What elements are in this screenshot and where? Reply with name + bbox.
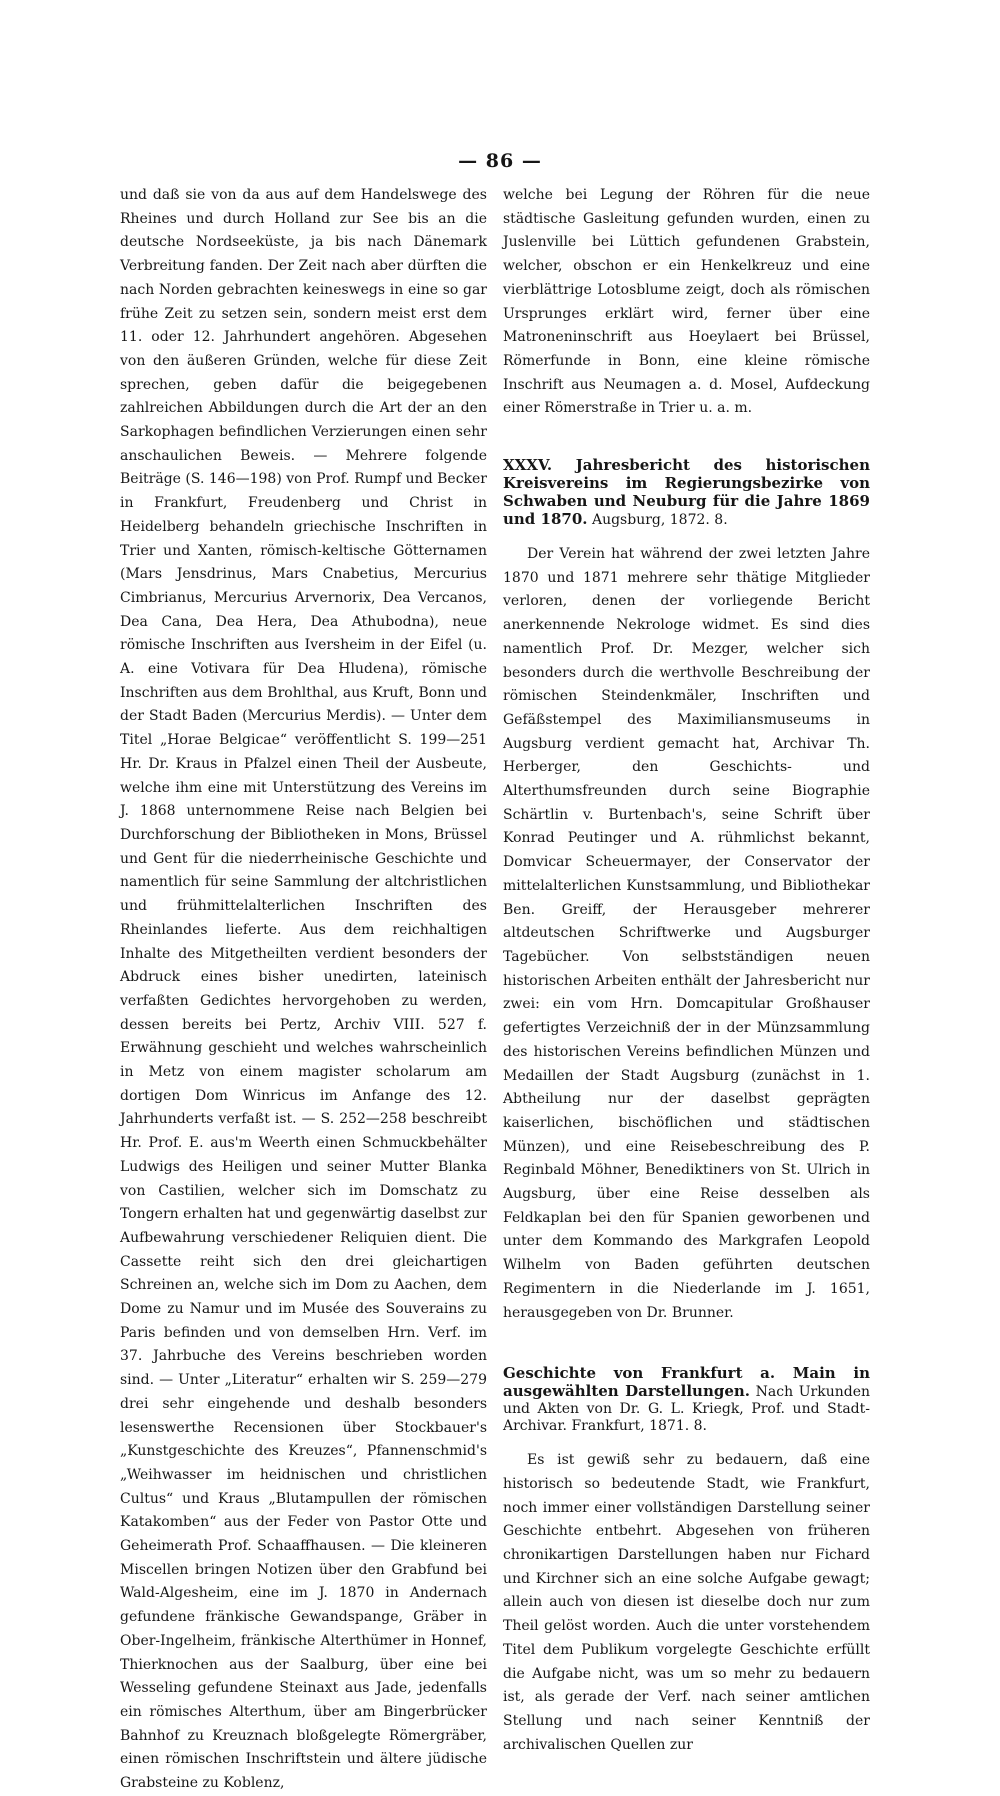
review-heading — [503, 1365, 870, 1435]
right-column-continuation: welche bei Legung der Röhren für die neue städtische Gasleitung gefunden wurden, einen zu Juslenville bei Lüttich gefundenen Grabstein, welcher, obschon er ein Henkelkreuz und eine vierblättrige Lotosblume zeigt, doch als römischen Ursprunges erklärt wird, ferner über eine Matroneninschrift aus Hoeylaert bei Brüssel, Römerfunde in Bonn, eine kleine römische Inschrift aus Neumagen a. d. Mosel, Aufdeckung einer Römerstraße in Trier u. a. m. — [503, 187, 870, 417]
review-heading — [503, 457, 870, 529]
review-body: Es ist gewiß sehr zu bedauern, daß eine historisch so bedeutende Stadt, wie Frankfurt, noch immer einer vollständigen Darstellung seiner Geschichte entbehrt. Abgesehen von früheren chronikartigen Darstellungen haben nur Fichard und Kirchner sich an eine solche Aufgabe gewagt; allein auch von diesen ist dieselbe doch nur zum Theil gelöst worden. Auch die unter vorstehendem Titel dem Publikum vorgelegte Geschichte erfüllt die Aufgabe nicht, was um so mehr zu bedauern ist, als gerade der Verf. nach seiner amtlichen Stellung und nach seiner Kenntniß der archivalischen Quellen zur — [503, 1452, 870, 1753]
review-section-jahresbericht — [503, 457, 870, 1325]
left-column-text: und daß sie von da aus auf dem Handelswege des Rheines und durch Holland zur See bis an die deutsche Nordseeküste, ja bis nach Dänemark Verbreitung fanden. Der Zeit nach aber dürften die nach Norden gebrachten keineswegs in eine so gar frühe Zeit zu setzen sein, sondern meist erst dem 11. oder 12. Jahrhundert angehören. Abgesehen von den äußeren Gründen, welche für diese Zeit sprechen, geben dafür die beigegebenen zahlreichen Abbildungen durch die Art der an den Sarkophagen befindlichen Verzierungen einen sehr anschaulichen Beweis. — Mehrere folgende Beiträge (S. 146—198) von Prof. Rumpf und Becker in Frankfurt, Freudenberg und Christ in Heidelberg behandeln griechische Inschriften in Trier und Xanten, römisch-keltische Götternamen (Mars Jensdrinus, Mars Cnabetius, Mercurius Cimbrianus, Mercurius Arvernorix, Dea Vercanos, Dea Cana, Dea Hera, Dea Athubodna), neue römische Inschriften aus Iversheim in der Eifel (u. A. eine Votivara für Dea Hludena), römische Inschriften aus dem Brohlthal, aus Kruft, Bonn und der Stadt Baden (Mercurius Merdis). — Unter dem Titel „Horae Belgicae“ veröffentlicht S. 199—251 Hr. Dr. Kraus in Pfalzel einen Theil der Ausbeute, welche ihm eine mit Unterstützung des Vereins im J. 1868 unternommene Reise nach Belgien bei Durchforschung der Bibliotheken in Mons, Brüssel und Gent für die niederrheinische Geschichte und namentlich für seine Sammlung der altchristlichen und frühmittelalterlichen Inschriften des Rheinlandes lieferte. Aus dem reichhaltigen Inhalte des Mitgetheilten verdient besonders der Abdruck eines bisher unedirten, lateinisch verfaßten Gedichtes hervorgehoben zu werden, dessen bereits bei Pertz, Archiv VIII. 527 f. Erwähnung geschieht und welches wahrscheinlich in Metz von einem magister scholarum am dortigen Dom Winricus im Anfange des 12. Jahrhunderts verfaßt ist. — S. 252—258 beschreibt Hr. Prof. E. aus'm Weerth einen Schmuckbehälter Ludwigs des Heiligen und seiner Mutter Blanka von Castilien, welcher sich im Domschatz zu Tongern erhalten hat und gegenwärtig daselbst zur Aufbewahrung verschiedener Reliquien dient. Die Cassette reiht sich den drei gleichartigen Schreinen an, welche sich im Dom zu Aachen, dem Dome zu Namur und im Musée des Souverains zu Paris befinden und von demselben Hrn. Verf. im 37. Jahrbuche des Vereins beschrieben worden sind. — Unter „Literatur“ erhalten wir S. 259—279 drei sehr eingehende und deshalb besonders lesenswerthe Recensionen über Stockbauer's „Kunstgeschichte des Kreuzes“, Pfannenschmid's „Weihwasser im heidnischen und christlichen Cultus“ und Kraus „Blutampullen der römischen Katakomben“ aus der Feder von Pastor Otte und Geheimerath Prof. Schaaffhausen. — Die kleineren Miscellen bringen Notizen über den Grabfund bei Wald-Algesheim, eine im J. 1870 in Andernach gefundene fränkische Gewandspange, Gräber in Ober-Ingelheim, fränkische Alterthümer in Honnef, Thierknochen aus der Saalburg, über eine bei Wesseling gefundene Steinaxt aus Jade, jedenfalls ein römisches Alterthum, über am Bingerbrücker Bahnhof zu Kreuznach bloßgelegte Römergräber, einen römischen Inschriftstein und ältere jüdische Grabsteine zu Koblenz, — [120, 187, 487, 1792]
review-section-frankfurt — [503, 1365, 870, 1757]
review-imprint: Nach Urkunden und Akten von Dr. G. L. Kriegk, Prof. und Stadt-Archivar. Frankfurt, 1871. 8. — [503, 1384, 870, 1435]
page-number: — 86 — — [458, 150, 542, 172]
review-title: XXXV. Jahresbericht des historischen Kreisvereins im Regierungsbezirke von Schwaben und Neuburg für die Jahre 1869 und 1870. — [503, 456, 870, 529]
left-column — [120, 184, 487, 1796]
right-column — [503, 184, 870, 1757]
review-imprint: Augsburg, 1872. 8. — [591, 512, 728, 529]
review-body: Der Verein hat während der zwei letzten Jahre 1870 und 1871 mehrere sehr thätige Mitglieder verloren, denen der vorliegende Bericht anerkennende Nekrologe widmet. Es sind dies namentlich Prof. Dr. Mezger, welcher sich besonders durch die werthvolle Beschreibung der römischen Steindenkmäler, Inschriften und Gefäßstempel des Maximiliansmuseums in Augsburg verdient gemacht hat, Archivar Th. Herberger, den Geschichts- und Alterthumsfreunden durch seine Biographie Schärtlin v. Burtenbach's, seine Schrift über Konrad Peutinger und A. rühmlichst bekannt, Domvicar Scheuermayer, der Conservator der mittelalterlichen Kunstsammlung, und Bibliothekar Ben. Greiff, der Herausgeber mehrerer altdeutschen Schriftwerke und Augsburger Tagebücher. Von selbstständigen neuen historischen Arbeiten enthält der Jahresbericht nur zwei: ein vom Hrn. Domcapitular Großhauser gefertigtes Verzeichniß der in der Münzsammlung des historischen Vereins befindlichen Münzen und Medaillen der Stadt Augsburg (zunächst in 1. Abtheilung nur der daselbst geprägten kaiserlichen, bischöflichen und städtischen Münzen), und eine Reisebeschreibung des P. Reginbald Möhner, Benediktiners von St. Ulrich in Augsburg, über eine Reise desselben als Feldkaplan bei den für Spanien geworbenen und unter dem Kommando des Markgrafen Leopold Wilhelm von Baden geführten deutschen Regimentern in die Niederlande im J. 1651, herausgegeben von Dr. Brunner. — [503, 546, 870, 1321]
review-title: Geschichte von Frankfurt a. Main in ausgewählten Darstellungen. — [503, 1364, 870, 1401]
